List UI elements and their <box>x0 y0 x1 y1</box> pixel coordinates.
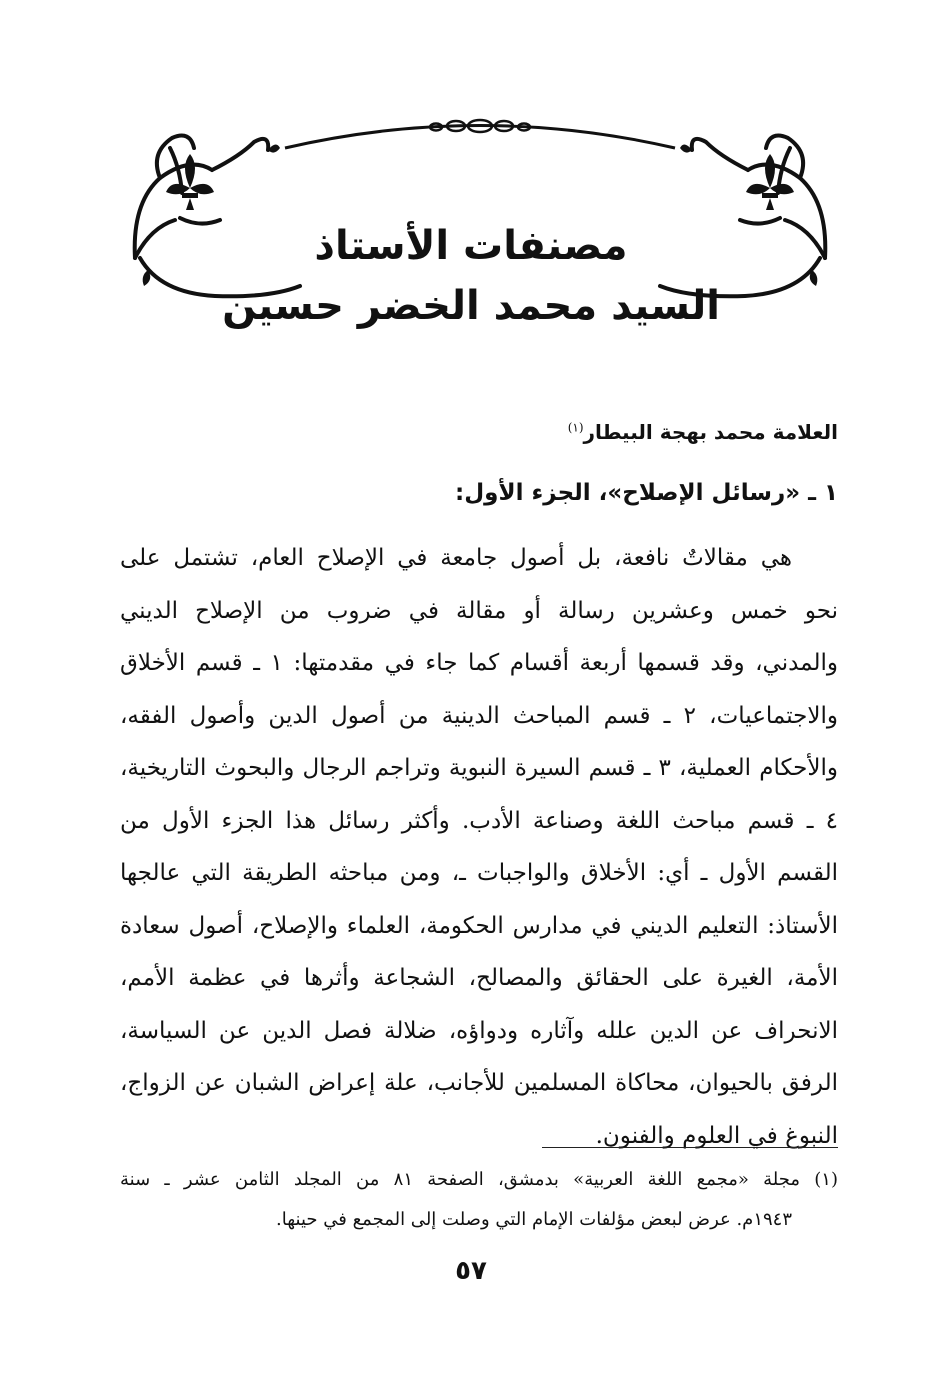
chapter-title-line-1: مصنفات الأستاذ <box>314 223 628 269</box>
paragraph-line: الأمة، الغيرة على الحقائق والمصالح، الشجاعة وأثرها في عظمة الأمم، <box>120 965 838 991</box>
footnote <box>120 1160 838 1240</box>
footnote-separator <box>542 1147 838 1148</box>
paragraph-line: والمدني، وقد قسمها أربعة أقسام كما جاء في مقدمتها: ١ ـ قسم الأخلاق <box>120 650 838 676</box>
footnote-line: ١٩٤٣م. عرض لبعض مؤلفات الإمام التي وصلت إلى المجمع في حينها. <box>276 1209 792 1230</box>
paragraph-line: النبوغ في العلوم والفنون. <box>595 1122 838 1149</box>
footnote-reference-marker: (١) <box>567 420 584 435</box>
right-corner-flourish <box>660 136 825 297</box>
paragraph-line: الأستاذ: التعليم الديني في مدارس الحكومة، العلماء والإصلاح، أصول سعادة <box>120 912 838 939</box>
page-number: ٥٧ <box>455 1256 487 1286</box>
paragraph-line: الانحراف عن الدين علله وآثاره ودواؤه، ضلالة فصل الدين عن السياسة، <box>120 1017 838 1044</box>
section-heading: ١ ـ «رسائل الإصلاح»، الجزء الأول: <box>455 480 838 506</box>
paragraph-line: هي مقالاتٌ نافعة، بل أصول جامعة في الإصلاح العام، تشتمل على <box>120 545 792 571</box>
paragraph-line: القسم الأول ـ أي: الأخلاق والواجبات ـ، ومن مباحثه الطريقة التي عالجها <box>120 860 838 886</box>
decorative-frame-ornament <box>120 108 840 308</box>
author-name: العلامة محمد بهجة البيطار <box>583 420 838 444</box>
paragraph-line: والاجتماعيات، ٢ ـ قسم المباحث الدينية من أصول الدين وأصول الفقه، <box>120 702 838 729</box>
paragraph-line: الرفق بالحيوان، محاكاة المسلمين للأجانب، علة إعراض الشبان عن الزواج، <box>120 1070 838 1096</box>
paragraph-line: نحو خمس وعشرين رسالة أو مقالة في ضروب من الإصلاح الديني <box>120 597 838 624</box>
paragraph-line: ٤ ـ قسم مباحث اللغة وصناعة الأدب. وأكثر رسائل هذا الجزء الأول من <box>120 807 838 834</box>
chapter-title-line-2: السيد محمد الخضر حسين <box>222 283 720 329</box>
paragraph-line: والأحكام العملية، ٣ ـ قسم السيرة النبوية وتراجم الرجال والبحوث التاريخية، <box>120 755 838 781</box>
left-corner-flourish <box>135 136 300 297</box>
body-paragraph <box>120 532 838 1162</box>
author-attribution <box>568 420 838 444</box>
footnote-line: (١) مجلة «مجمع اللغة العربية» بدمشق، الصفحة ٨١ من المجلد الثامن عشر ـ سنة <box>120 1169 838 1190</box>
